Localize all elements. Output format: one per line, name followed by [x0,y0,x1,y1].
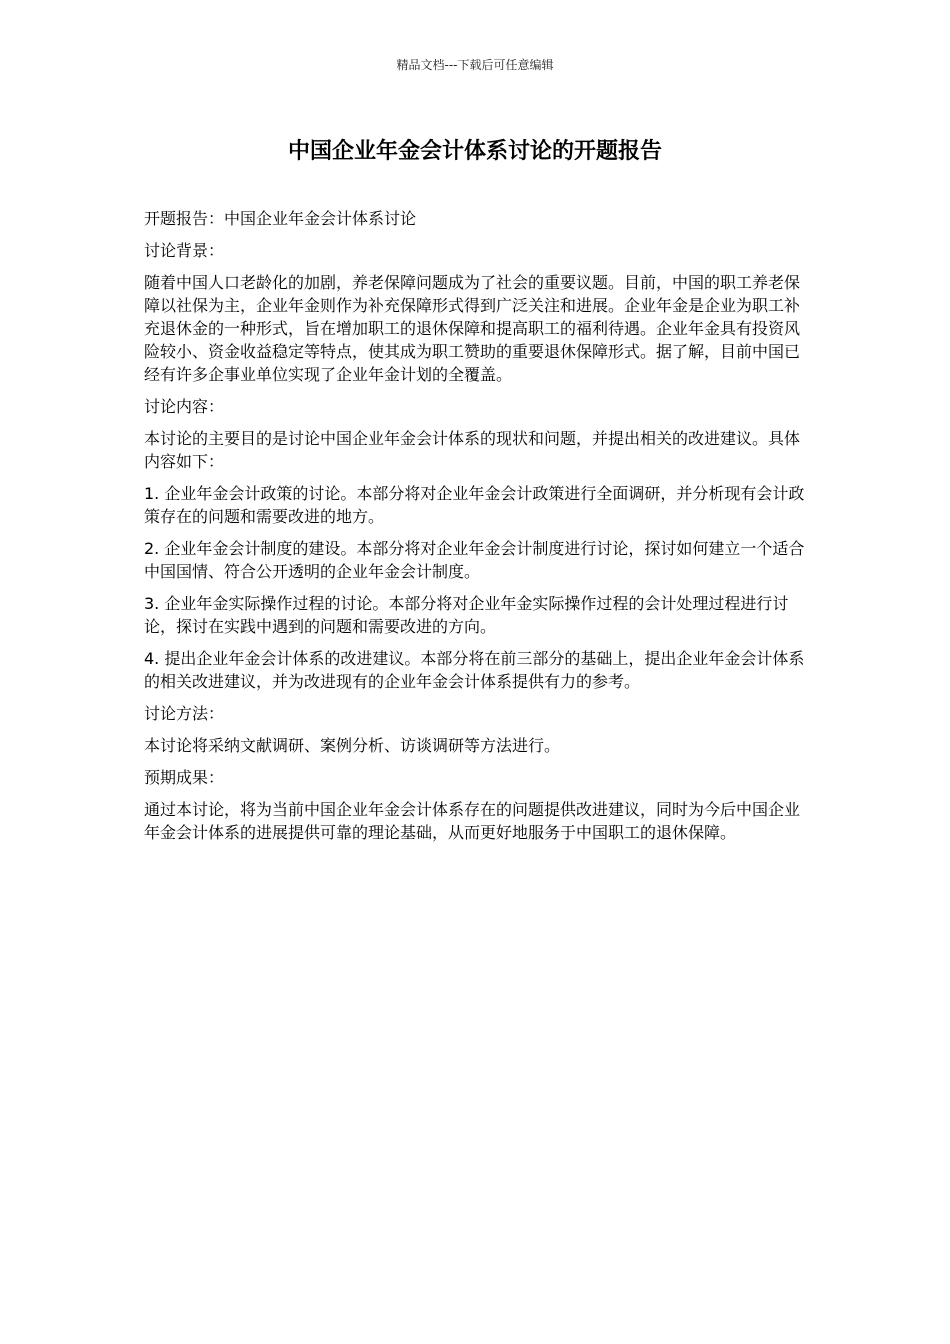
outcome-paragraph: 通过本讨论，将为当前中国企业年金会计体系存在的问题提供改进建议，同时为今后中国企业年金会计体系的进展提供可靠的理论基础，从而更好地服务于中国职工的退休保障。 [144,800,801,842]
content-item-1: 1. 企业年金会计政策的讨论。本部分将对企业年金会计政策进行全面调研，并分析现有会计政策存在的问题和需要改进的地方。 [144,484,805,526]
content-item-4: 4. 提出企业年金会计体系的改进建议。本部分将在前三部分的基础上，提出企业年金会计体系的相关改进建议，并为改进现有的企业年金会计体系提供有力的参考。 [144,649,805,691]
section-heading-background: 讨论背景： [144,241,225,260]
section-heading-content: 讨论内容： [144,397,225,416]
content-item-2: 2. 企业年金会计制度的建设。本部分将对企业年金会计制度进行讨论，探讨如何建立一个适合中国国情、符合公开透明的企业年金会计制度。 [144,539,805,581]
method-paragraph: 本讨论将采纳文献调研、案例分析、访谈调研等方法进行。 [144,736,561,755]
content-intro-paragraph: 本讨论的主要目的是讨论中国企业年金会计体系的现状和问题，并提出相关的改进建议。具体内容如下： [144,429,801,471]
document-body [144,207,806,853]
background-paragraph: 随着中国人口老龄化的加剧，养老保障问题成为了社会的重要议题。目前，中国的职工养老保障以社保为主，企业年金则作为补充保障形式得到广泛关注和进展。企业年金是企业为职工补充退休金的一种形式，旨在增加职工的退休保障和提高职工的福利待遇。企业年金具有投资风险较小、资金收益稳定等特点，使其成为职工赞助的重要退休保障形式。据了解，目前中国已经有许多企事业单位实现了企业年金计划的全覆盖。 [144,273,801,384]
content-item-3: 3. 企业年金实际操作过程的讨论。本部分将对企业年金实际操作过程的会计处理过程进行讨论，探讨在实践中遇到的问题和需要改进的方向。 [144,594,789,636]
section-heading-outcome: 预期成果： [144,768,225,787]
section-heading-method: 讨论方法： [144,704,225,723]
header-watermark: 精品文档---下载后可任意编辑 [396,58,554,72]
document-title: 中国企业年金会计体系讨论的开题报告 [287,139,662,164]
report-subject-line: 开题报告：中国企业年金会计体系讨论 [144,209,417,228]
